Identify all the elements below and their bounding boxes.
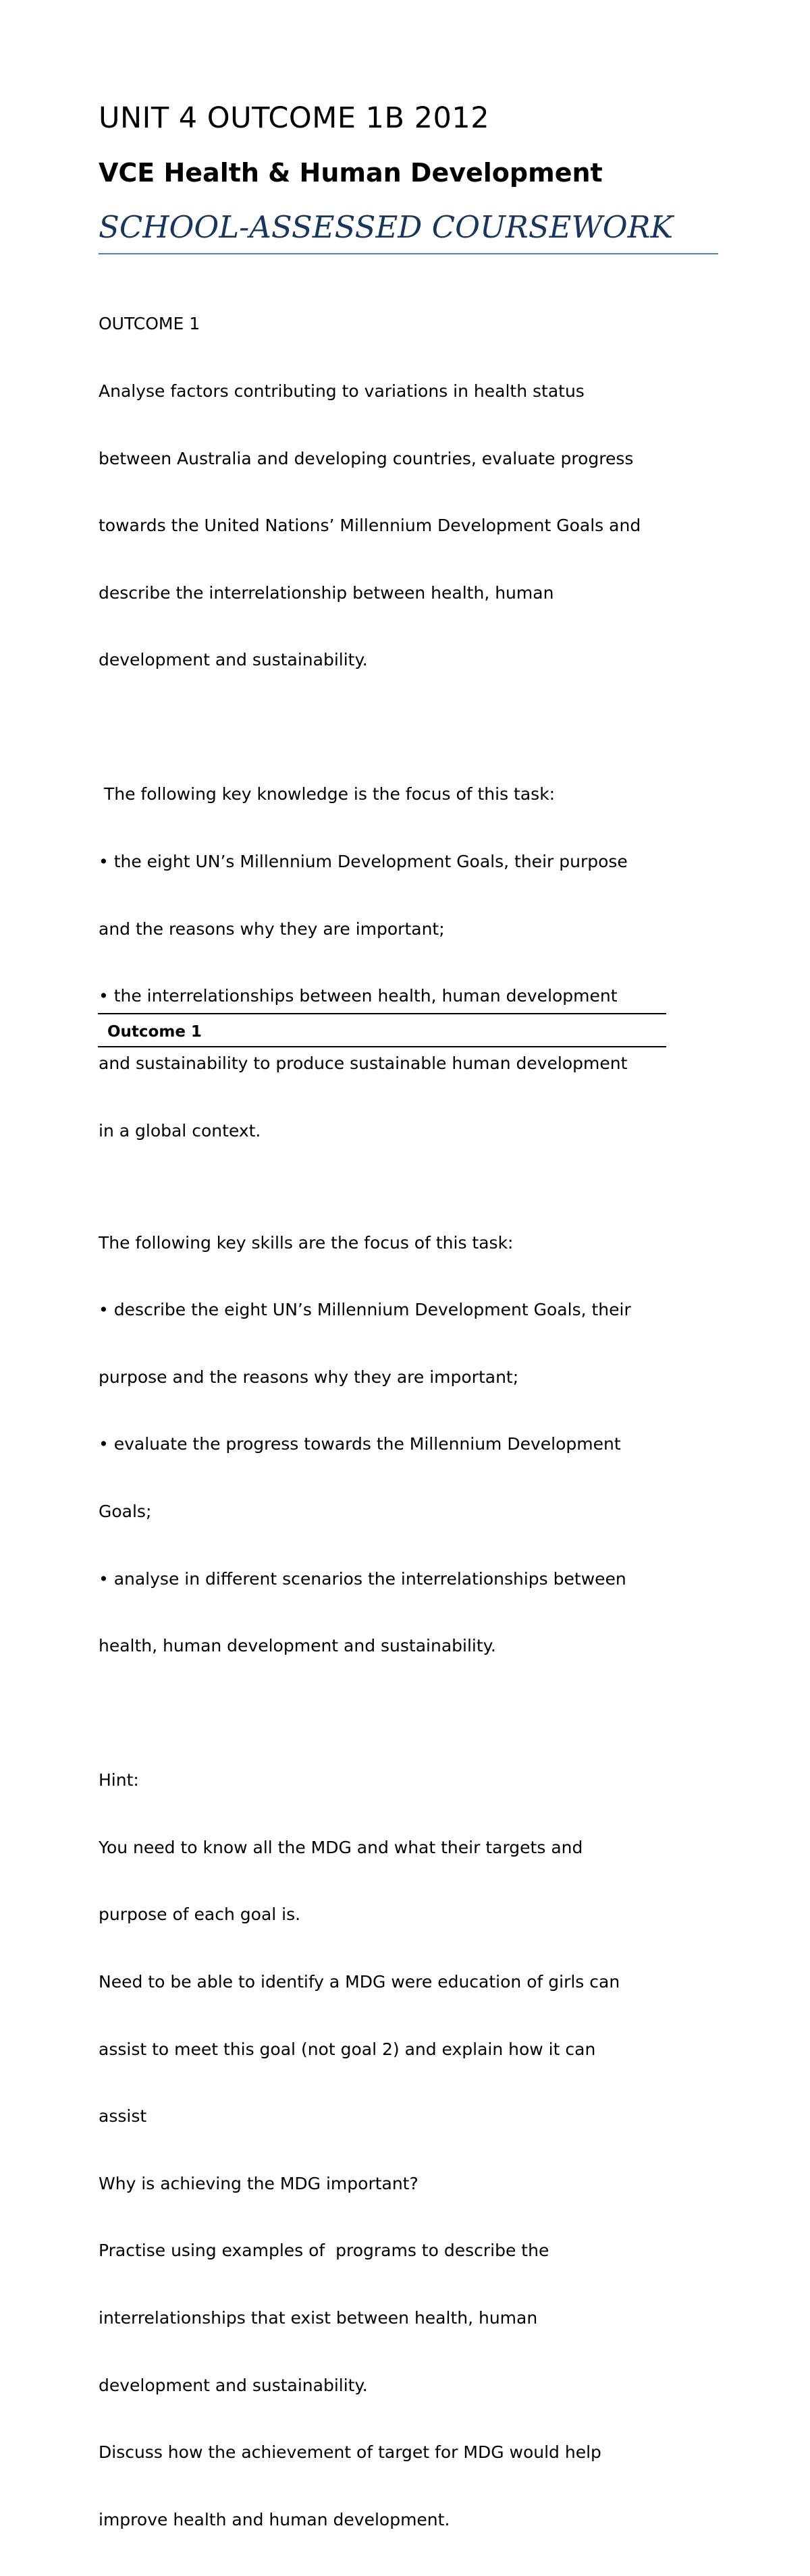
- outcome-section: [99, 268, 720, 716]
- outcome-line: towards the United Nations’ Millennium Development Goals and: [99, 516, 641, 536]
- outcome-heading: OUTCOME 1: [99, 314, 200, 334]
- outcome-line: describe the interrelationship between health, human: [99, 582, 554, 603]
- spacer: [99, 1702, 720, 1724]
- key-skills-line: health, human development and sustainability.: [99, 1636, 496, 1656]
- hint-line: Discuss how the achievement of target for MDG would help: [99, 2442, 601, 2463]
- hint-line: purpose of each goal is.: [99, 1904, 301, 1925]
- key-skills-line: purpose and the reasons why they are important;: [99, 1367, 519, 1387]
- key-knowledge-line: and sustainability to produce sustainable human development: [99, 1053, 628, 1073]
- document-content: [99, 98, 720, 2576]
- hint-section: [99, 1724, 720, 2576]
- outcome-line: between Australia and developing countries, evaluate progress: [99, 448, 634, 468]
- unit-title: UNIT 4 OUTCOME 1B 2012: [99, 101, 490, 135]
- hint-line: You need to know all the MDG and what their targets and: [99, 1837, 583, 1857]
- key-knowledge-intro: The following key knowledge is the focus of this task:: [99, 784, 556, 804]
- outcome-table-header-label: Outcome 1: [107, 1023, 202, 1041]
- key-skills-line: Goals;: [99, 1501, 152, 1521]
- hint-line: development and sustainability.: [99, 2375, 368, 2395]
- hint-heading: Hint:: [99, 1770, 139, 1790]
- key-knowledge-section: [99, 738, 720, 1186]
- outcome-line: Analyse factors contributing to variations in health status: [99, 381, 585, 402]
- key-knowledge-line: • the eight UN’s Millennium Development Goals, their purpose: [99, 852, 628, 872]
- spacer: [99, 716, 720, 738]
- key-skills-line: • analyse in different scenarios the interrelationships between: [99, 1568, 626, 1589]
- key-knowledge-line: • the interrelationships between health, human development: [99, 986, 618, 1006]
- key-skills-section: [99, 1186, 720, 1702]
- subject-title: VCE Health & Human Development: [99, 158, 603, 188]
- hint-line: interrelationships that exist between health, human: [99, 2308, 538, 2328]
- hint-line: Why is achieving the MDG important?: [99, 2173, 418, 2193]
- hint-line: improve health and human development.: [99, 2509, 450, 2529]
- hint-line: Practise using examples of programs to describe the: [99, 2241, 549, 2261]
- key-knowledge-line: and the reasons why they are important;: [99, 919, 445, 939]
- key-skills-line: • evaluate the progress towards the Millennium Development: [99, 1434, 621, 1454]
- outcome-line: development and sustainability.: [99, 650, 368, 670]
- key-knowledge-line: in a global context.: [99, 1120, 261, 1141]
- hint-line: Need to be able to identify a MDG were education of girls can: [99, 1972, 620, 1992]
- hint-line: assist to meet this goal (not goal 2) and explain how it can: [99, 2039, 596, 2059]
- hint-line: assist: [99, 2106, 147, 2127]
- key-skills-line: • describe the eight UN’s Millennium Development Goals, their: [99, 1300, 631, 1320]
- sac-title: SCHOOL-ASSESSED COURSEWORK: [99, 209, 718, 254]
- outcome-table-header: [98, 1013, 666, 1047]
- key-skills-intro: The following key skills are the focus of this task:: [99, 1232, 514, 1253]
